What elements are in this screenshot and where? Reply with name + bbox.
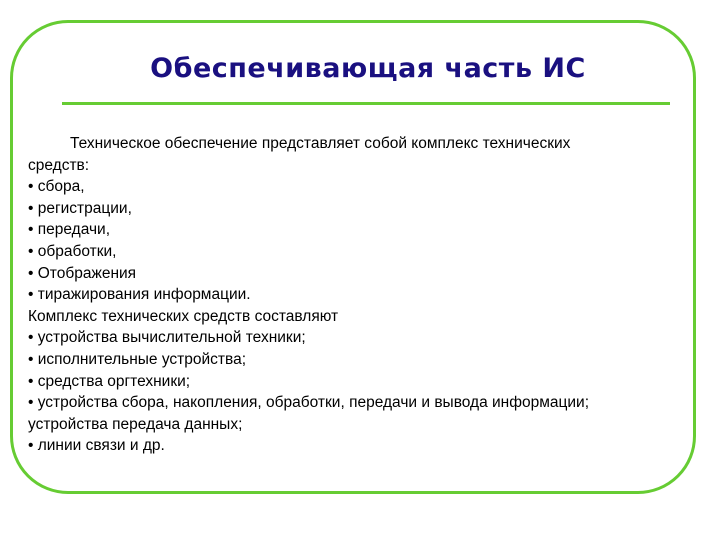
body-line: • Отображения bbox=[28, 264, 137, 282]
body-line: • обработки, bbox=[28, 242, 117, 260]
body-line: • исполнительные устройства; bbox=[28, 350, 247, 368]
body-line: • устройства сбора, накопления, обработки, передачи и вывода информации; bbox=[28, 394, 589, 412]
body-line: • тиражирования информации. bbox=[28, 286, 251, 304]
slide-body bbox=[28, 133, 688, 457]
body-line: • устройства вычислительной техники; bbox=[28, 329, 306, 347]
intro-term: Техническое обеспечение bbox=[70, 135, 258, 152]
body-line: устройства передача данных; bbox=[28, 415, 243, 433]
slide-title: Обеспечивающая часть ИС bbox=[150, 53, 586, 84]
intro-rest: представляет собой комплекс технических bbox=[257, 135, 571, 152]
body-line: • регистрации, bbox=[28, 199, 132, 217]
intro-paragraph bbox=[28, 133, 688, 155]
body-line: • линии связи и др. bbox=[28, 437, 165, 455]
title-underline bbox=[62, 102, 670, 105]
body-line: • сбора, bbox=[28, 178, 85, 196]
body-line: средств: bbox=[28, 156, 90, 174]
body-line: • передачи, bbox=[28, 221, 111, 239]
body-line: Комплекс технических средств составляют bbox=[28, 307, 339, 325]
body-line: • средства оргтехники; bbox=[28, 372, 191, 390]
